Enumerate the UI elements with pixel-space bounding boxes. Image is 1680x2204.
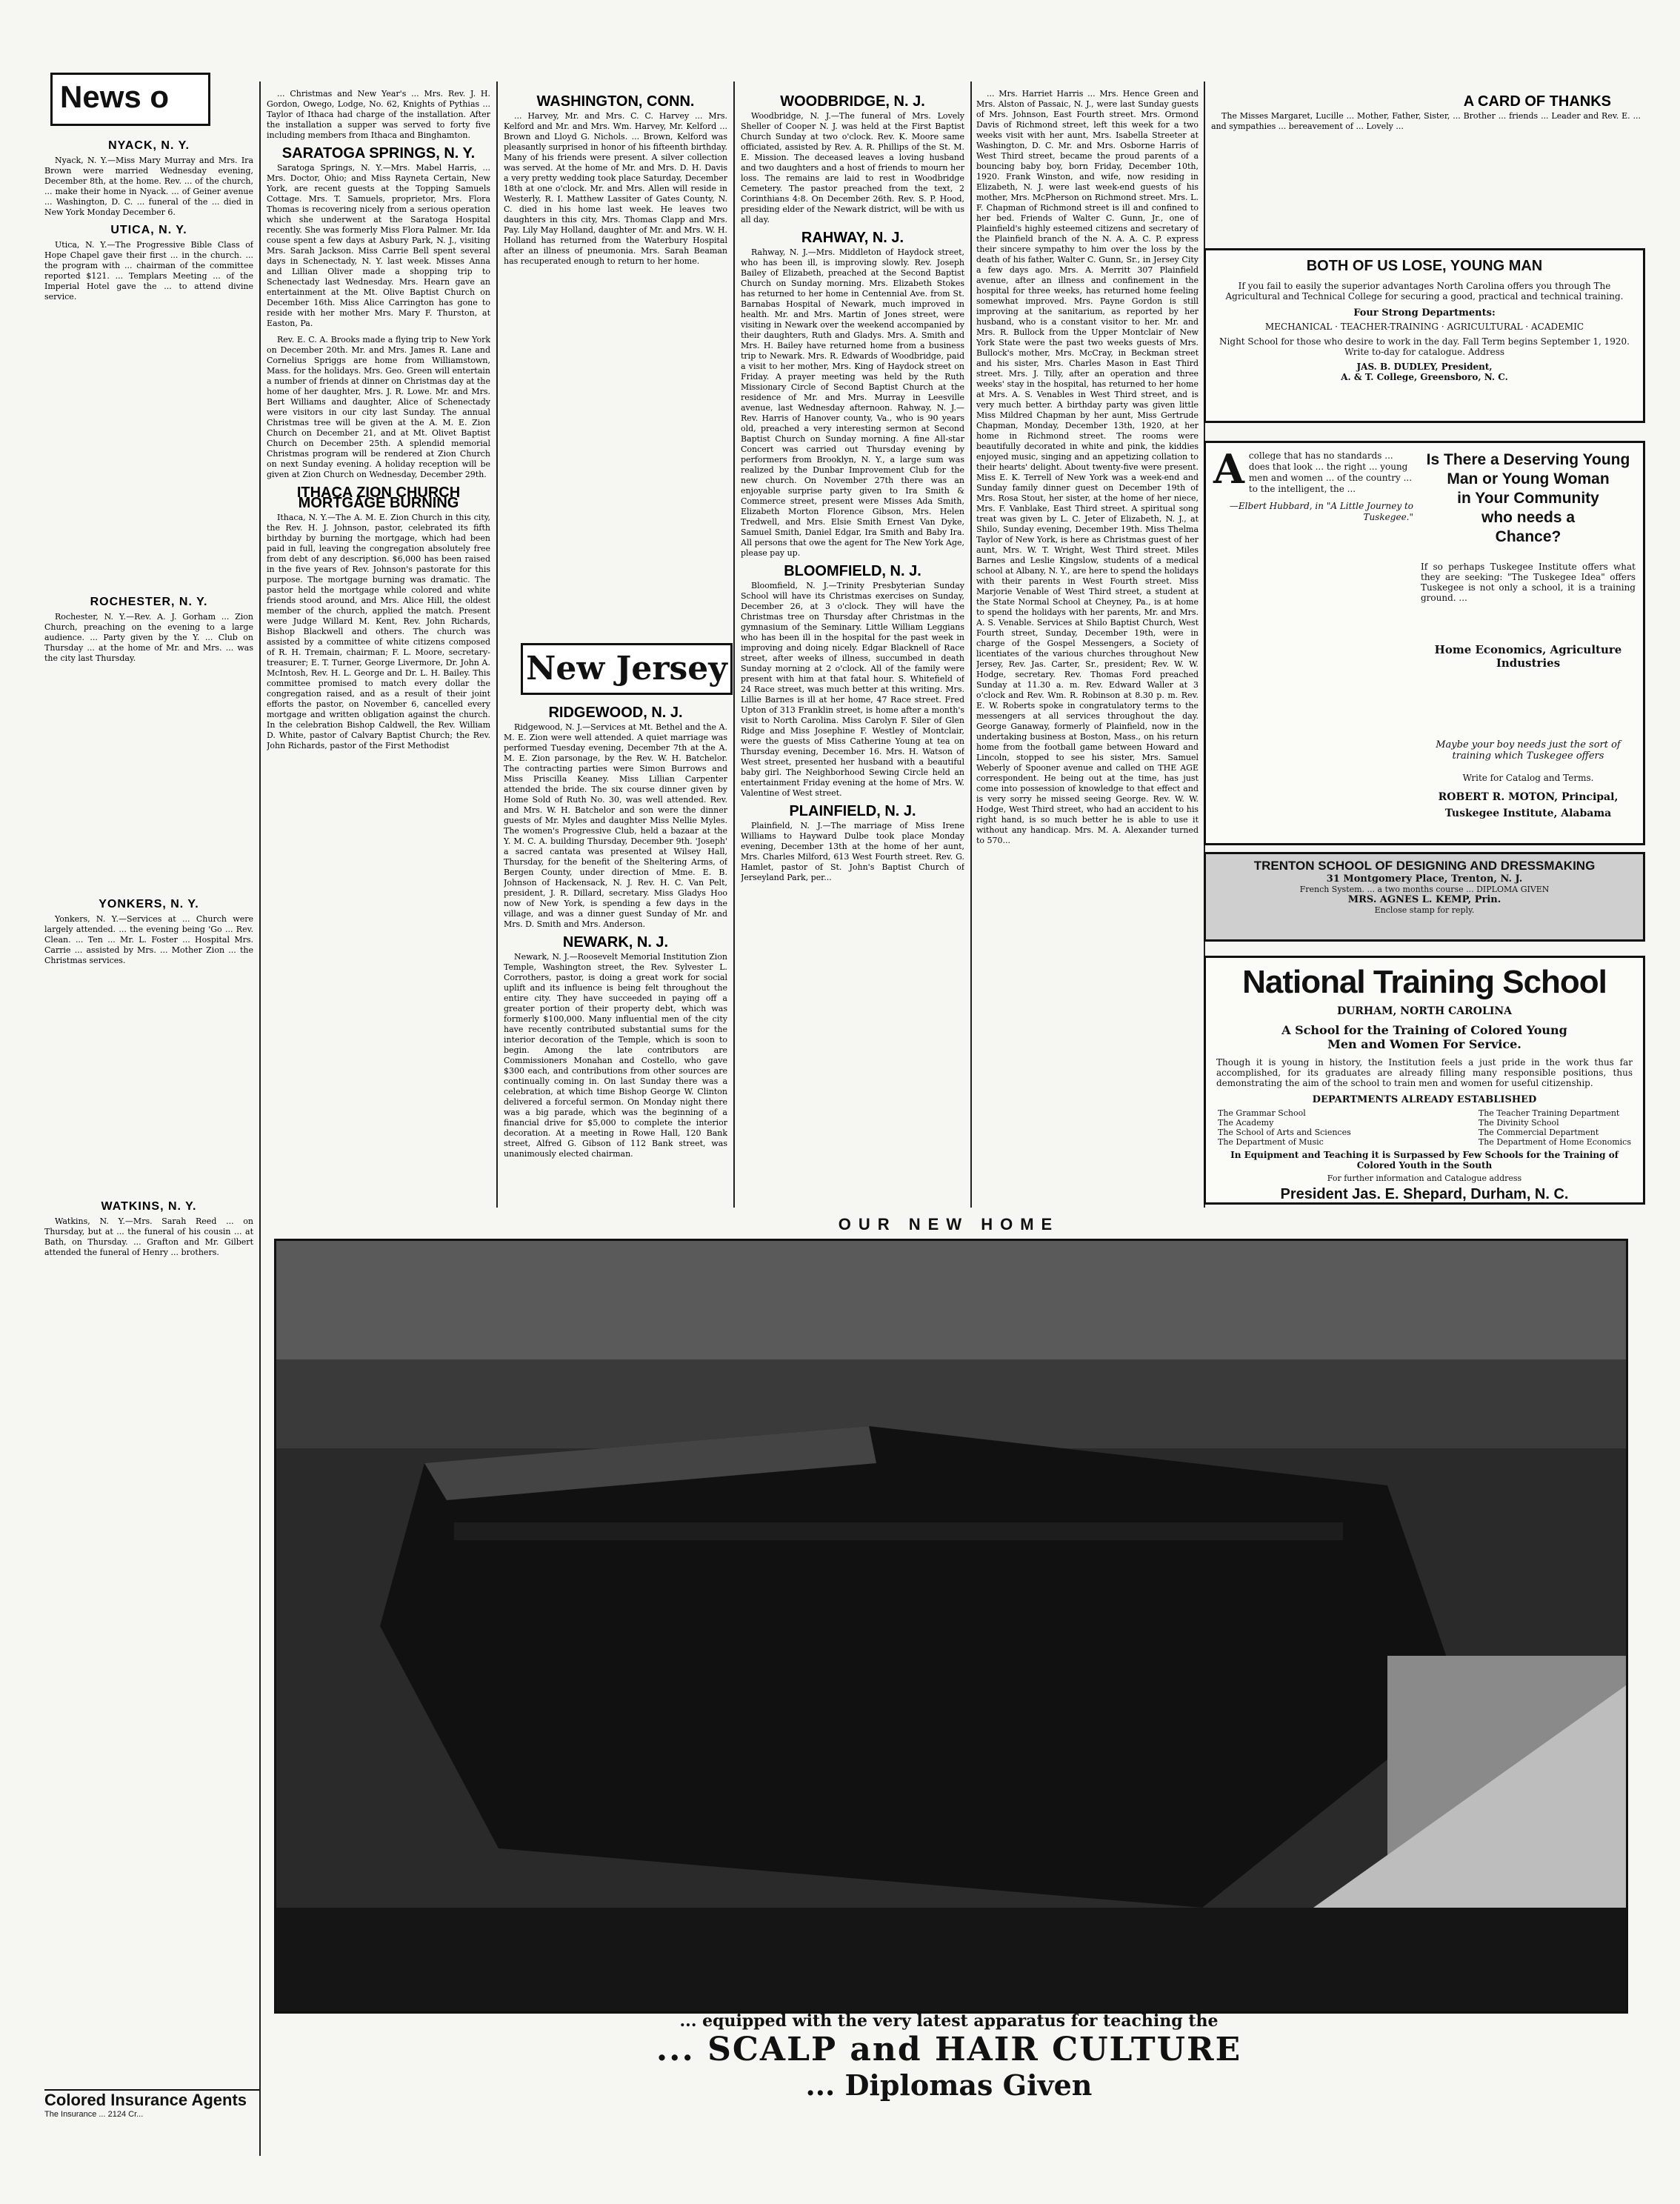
article-body: ... Mrs. Harriet Harris ... Mrs. Hence Green and Mrs. Alston of Passaic, N. J., were last Sunday guests of Mrs. Johnson, East Fourth street. Mrs. Ormond Davis of Richmond street, left this week for a two weeks visit with her aunt, Mrs. Isabella Streeter at Washington, D. C. Mr. and Mrs. Osborne Harris of West Third street, became the proud parents of a bouncing baby boy, born Friday, December 10th, 1920. Frank Winston, and wife, now residing in Elizabeth, N. J. were last week-end guests of his mother, Mrs. McPherson on Richmond street. Mrs. L. F. Chapman of Richmond street is ill and confined to her bed. Friends of Walter C. Gunn, Jr., one of Plainfield's highly esteemed citizens and secretary of the Plainfield branch of the N. A. A. C. P. express their sincere sympathy to him over the loss by the death of his father, Walter C. Gunn, Sr., in Jersey City a few days ago. Mrs. A. Merritt 307 Plainfield avenue, after an illness and confinement in the hospital for three weeks, has returned home feeling somewhat improved. Mrs. Payne Gordon is still improving at the sanitarium, as reported by her husband, who is a constant visitor to her. Mr. and Mrs. R. Bullock from the Upper Montclair of New York State were the past two weeks guests of Mrs. Bullock's mother, Mrs. McCray, in Beckman street and his sister, Mrs. Charles Mason in East Third street. Mrs. J. Tilly, after an operation and three weeks' stay in the hospital, has returned to her home at Mrs. A. S. Venables in West Third street, and is very much better. A birthday party was given little Miss Mildred Chapman by her aunt, Miss Gertrude Chapman, Monday, December 13th, 1920, at her home in Richmond street. The rooms were beautifully decorated in white and pink, the kiddies enjoyed music, singing and an appetizing collation to their hearts' delight. About twenty-five were present. Miss E. K. Terrell of New York was a week-end and Sunday family dinner guest on December 19th of Mrs. Rosa Stout, her sister, at the home of her niece, Mrs. F. Vanblake, East Third street. A spiritual song treat was given by L. C. Jeter of Elizabeth, N. J., at Shilo, Sunday evening, December 19th. Miss Thelma Taylor of New York, is here as Christmas guest of her aunt, Mrs. W. T. Wright, West Third street. Miles Barnes and Leslie Kingslow, students of a medical school at Albany, N. Y., are here to spend the holidays with their parents in West Fourth street. Miss Marjorie Venable of West Third street, a student at the State Normal School at Cheyney, Pa., is at home to spend the holidays with her parents, Mr. and Mrs. A. S. Venable. Services at Shilo Baptist Church, West Fourth street, Sunday, December 19th, were in charge of the Gospel Messengers, a Society of licentiates of the various churches throughout New Jersey, Rev. Jas. Carter, Sr., president; Rev. W. W. Hodge, secretary. Rev. Thomas Ford preached Sunday at 11.30 a. m. Rev. Edward Waller at 3 o'clock and Rev. Wm. R. Robinson at 8.30 p. m. Rev. E. W. Roberts spoke in congratulatory terms to the messengers at all services throughout the day. George Ganaway, formerly of Plainfield, now in the undertaking business at Boston, Mass., on his return home from the football game between Howard and Lincoln, stopped to see his sister, Mrs. Samuel Weberly of Spooner avenue and called on THE AGE correspondent. He being out at the time, has just come into possession of knowledge to that effect and is very sorry he missed seeing George. Rev. W. W. Hodge, West Third street, who had an accident to his right hand, is so much better he is able to use it without any handicap. Mrs. M. A. Alexander turned to 570... [976, 89, 1199, 845]
ad-signer: ROBERT R. MOTON, Principal, [1438, 791, 1619, 803]
question-line: in Your Community [1457, 490, 1599, 507]
ad-title: TRENTON SCHOOL OF DESIGNING AND DRESSMAKING [1253, 859, 1596, 873]
article-body: Rev. E. C. A. Brooks made a flying trip to New York on December 20th. Mr. and Mrs. James R. Lane and Cornelius Spriggs are home from Williamstown, Mass. for the holidays. Mrs. Geo. Green will entertain a number of friends at dinner on Christmas day at the home of her daughter, Mrs. J. R. Lowe. Mr. and Mrs. Bert Williams and daughter, Alice of Schenectady were visitors in our city last Sunday. The annual Christmas tree will be given at the A. M. E. Zion Church on December 21, and at Mt. Olivet Baptist Church on December 25th. A splendid memorial Christmas program will be rendered at Zion Church on next Sunday evening. A holiday reception will be given at Zion Church on Wednesday, December 29th. [267, 335, 490, 479]
article-nyack [44, 141, 253, 218]
ad-body: French System. ... a two months course ... DIPLOMA GIVEN [1299, 885, 1550, 894]
ad-signer: MRS. AGNES L. KEMP, Prin. [1347, 894, 1501, 905]
article-body: Nyack, N. Y.—Miss Mary Murray and Mrs. Ira Brown were married Wednesday evening, December 8th, at the home. Rev. ... of the church, ... make their home in Nyack. ... of Geiner avenue ... Washington, D. C. ... funeral of the ... died in New York Monday December 6. [44, 156, 253, 217]
ad-quote [1213, 445, 1413, 523]
department: The Academy [1218, 1118, 1274, 1128]
department: The School of Arts and Sciences [1218, 1128, 1351, 1137]
headline-plainfield: PLAINFIELD, N. J. [789, 803, 916, 819]
caption-line: ... equipped with the very latest apparatus for teaching the [679, 2011, 1219, 2031]
ad-further: For further information and Catalogue address [1327, 1173, 1522, 1183]
caption-line: ... Diplomas Given [805, 2068, 1093, 2102]
insurance-ad [44, 2089, 259, 2128]
headline-ridgewood: RIDGEWOOD, N. J. [548, 705, 683, 721]
quote-attribution: —Elbert Hubbard, in "A Little Journey to Tuskegee." [1229, 501, 1413, 522]
column-rule [496, 81, 498, 1208]
section-title-new-jersey: New Jersey [521, 643, 733, 695]
article-body: Newark, N. J.—Roosevelt Memorial Institution Zion Temple, Washington street, the Rev. Sylvester L. Corrothers, pastor, is doing a great work for social uplift and its influence is being felt throughout the entire city. They have succeeded in paying off a greater portion of their property debt, which was formerly $100,000. Many influential men of the city have recently contributed substantial sums for the interior decoration of the Temple, which is soon to begin. Among the late contributors are Commissioners Monahan and Costello, who gave $300 each, and contributions from other sources are continually coming in. On last Sunday there was a celebration, at which time Bishop George W. Clinton delivered a forceful sermon. On Monday night there was a big parade, which was the beginning of a financial drive for $5,000 to complete the interior decoration. At a meeting in Rowe Hall, 120 Bank street, Alfred G. Gibson of 112 Bank street, was unanimously elected chairman. [504, 952, 727, 1159]
column-rule [970, 81, 972, 1208]
ad-write: Write for Catalog and Terms. [1462, 773, 1594, 783]
department: The Teacher Training Department [1478, 1108, 1620, 1118]
ad-national-training-school [1204, 956, 1645, 1205]
ad-departments-head: DEPARTMENTS ALREADY ESTABLISHED [1312, 1094, 1537, 1105]
article-body: Yonkers, N. Y.—Services at ... Church were largely attended. ... the evening being 'Go ... Rev. Clean. ... Ten ... Mr. L. Foster ... Hospital Mrs. Carrie ... assisted by Mrs. ... Mother Zion ... the Christmas services. [44, 914, 253, 965]
article-body: Watkins, N. Y.—Mrs. Sarah Reed ... on Thursday, but at ... the funeral of his cousin ... at Bath, on Thursday. ... Grafton and Mr. Gilbert attended the funeral of Henry ... brothers. [44, 1216, 253, 1257]
photo-caption-top: OUR NEW HOME [838, 1215, 1060, 1233]
ad-sub1: A School for the Training of Colored Young [1281, 1023, 1567, 1037]
headline-saratoga: SARATOGA SPRINGS, N. Y. [281, 145, 476, 162]
article-body: Plainfield, N. J.—The marriage of Miss Irene Williams to Hayward Dulbe took place Monday evening, December 13th at the home of her aunt, Mrs. Charles Milford, 613 West Fourth street. Rev. G. Hamlet, pastor of St. John's Baptist Church of Jerseyland Park, per... [741, 821, 964, 882]
ad-trenton-school [1204, 852, 1645, 942]
headline: YONKERS, N. Y. [99, 898, 199, 910]
column-text-fill [44, 308, 253, 590]
headline-ithaca: ITHACA ZION CHURCH MORTGAGE BURNING [296, 485, 461, 511]
ad-college: A. & T. College, Greensboro, N. C. [1341, 372, 1508, 382]
ad-title: National Training School [1242, 964, 1607, 1000]
article-body: Utica, N. Y.—The Progressive Bible Class of Hope Chapel gave their first ... in the church. ... the program with ... chairman of the committee reported $121. ... Templars Meeting ... of the Imperial Hotel gave the ... to attend divine service. [44, 240, 253, 302]
article-body: ... Christmas and New Year's ... Mrs. Rev. J. H. Gordon, Owego, Lodge, No. 62, Knights of Pythias ... Taylor of Ithaca had charge of the installation. After the installation a supper was served to forty five including members from Ithaca and Binghamton. [267, 89, 490, 140]
ad-aandt-college [1204, 248, 1645, 423]
insurance-ad-title: Colored Insurance Agents [44, 2091, 247, 2109]
article-rochester [44, 597, 253, 664]
left-news-column [44, 133, 253, 2074]
caption-line: ... SCALP and HAIR CULTURE [656, 2031, 1242, 2068]
question-line: Man or Young Woman [1447, 470, 1610, 487]
question-line: who needs a [1481, 509, 1576, 526]
ad-home-econ: Home Economics, Agriculture Industries [1434, 643, 1622, 670]
ad-signer: President Jas. E. Shepard, Durham, N. C. [1280, 1186, 1569, 1202]
ad-sub2: Men and Women For Service. [1327, 1037, 1521, 1051]
column-3-top [504, 89, 727, 637]
ad-body: If so perhaps Tuskegee Institute offers what they are seeking: "The Tuskegee Idea" offers Tuskegee is not only a school, it is a training ground. ... [1421, 562, 1636, 603]
headline-woodbridge: WOODBRIDGE, N. J. [780, 93, 925, 110]
ad-signer: JAS. B. DUDLEY, President, [1356, 362, 1493, 372]
department: The Grammar School [1218, 1108, 1306, 1118]
headline: UTICA, N. Y. [110, 224, 187, 236]
article-body: Bloomfield, N. J.—Trinity Presbyterian Sunday School will have its Christmas exercises on Sunday, December 26, at 3 o'clock. They will have the Christmas tree on Thursday after Christmas in the gymnasium of the Seminary. Little William Leggians who has been ill in the hospital for the past week in improving and doing nicely. Edgar Blacknell of Race street, after weeks of illness, succumbed in death Sunday morning at 2 o'clock. All of the family were present with him at that fatal hour. S. Whitefield of 24 Race street, was much better at this writing. Mrs. Lillie Barnes is ill at her home, 47 Race street. Fred Upton of 313 Franklin street, is home after a month's visit to North Carolina. Miss Carolyn F. Siler of Glen Ridge and Miss Josephine F. Westley of Montclair, were the guests of Miss Catherine Young at tea on Thursday evening, December 16. Mrs. H. Watson of West street, presented her husband with a beautiful baby girl. The Neighborhood Sewing Circle held an entertainment Friday evening at the home of Mrs. W. Valentine of West street. [741, 581, 964, 798]
departments-left [1218, 1108, 1351, 1147]
building-photo [274, 1239, 1628, 2014]
headline-rahway: RAHWAY, N. J. [801, 230, 904, 246]
article-watkins [44, 1202, 253, 1258]
departments-right [1479, 1108, 1631, 1147]
column-2 [267, 89, 490, 1208]
ad-tuskegee [1204, 441, 1645, 845]
article-body: Saratoga Springs, N. Y.—Mrs. Mabel Harris, ... Mrs. Doctor, Ohio; and Miss Rayneta Certain, New York, are recent guests at the Topping Samuels Cottage. Mrs. T. Samuels, proprietor, Mrs. Flora Thomas is recovering nicely from a serious operation which she underwent at the Saratoga Hospital recently. She was formerly Miss Flora Palmer. Mr. Ida couse spent a few days at Asbury Park, N. J., visiting Mrs. Sarah Jackson. Miss Carrie Bell spent several days in Schenectady, N. Y. last week. Misses Anna and Lillian Oliver made a shopping trip to Schenectady last Wednesday. Mrs. Hearn gave an entertainment at the Mt. Olive Baptist Church on December 16th. Miss Alice Carrington has gone to reside with her mother Mrs. Mary F. Thurston, at Easton, Pa. [267, 163, 490, 328]
column-rule [259, 81, 261, 2156]
card-of-thanks-text: The Misses Margaret, Lucille ... Mother, Father, Sister, ... Brother ... friends ... Leader and Rev. E. ... and sympathies ... bereavement of ... Lovely ... [1211, 111, 1641, 131]
ad-question [1421, 450, 1636, 547]
article-body: ... Harvey, Mr. and Mrs. C. C. Harvey ... Mrs. Kelford and Mr. and Mrs. Wm. Harvey, Mr. Kelford ... Brown and Lloyd G. Nichols. ... Brown, Kelford was pleasantly surprised in honor of his fifteenth birthday. Many of his friends were present. A silver collection was served. At the home of Mr. and Mrs. D. H. Davis a very pretty wedding took place Saturday, December 18th at one o'clock. Mr. and Mrs. Allen will reside in Westerly, R. I. Matthew Lassiter of Gates County, N. C. died in his home last week. He leaves two daughters in this city, Mrs. Thomas Clapp and Mrs. Pay. Lily May Holland, daughter of Mr. and Mrs. W. H. Holland has returned from the Waterbury Hospital after an illness of pneumonia. Mrs. Sarah Beaman has recuperated enough to return to her home. [504, 111, 727, 266]
headline: WATKINS, N. Y. [101, 1200, 197, 1213]
card-of-thanks [1211, 89, 1641, 230]
ad-place: Tuskegee Institute, Alabama [1444, 808, 1612, 819]
article-yonkers [44, 899, 253, 966]
ad-departments-head: Four Strong Departments: [1353, 307, 1496, 319]
headline-newark: NEWARK, N. J. [562, 934, 669, 950]
department: The Department of Music [1218, 1137, 1324, 1147]
article-body: Ithaca, N. Y.—The A. M. E. Zion Church in this city, the Rev. H. J. Johnson, pastor, celebrated its fifth birthday by burning the mortgage, which had been paid in full, leaving the congregation absolutely free from debt of any description. $6,000 has been raised in the five years of Rev. Johnson's pastorate for this purpose. The mortgage burning was dramatic. The pastor held the mortgage while colored and white friends stood around, and Mrs. Alice Hill, the oldest member of the church, applied the match. Present were Judge Willard M. Kent, Rev. John Richards, Bishop Blackwell and others. The church was assisted by a committee of white citizens composed of R. H. Tremain, chairman; F. L. Moore, secretary-treasurer; E. T. Turner, George Livermore, Dr. John A. McIntosh, Rev. H. L. George and Dr. L. H. Bailey. This committee promised to match every dollar the congregation raised, and as a result of their joint efforts the pastor, on November 6, cancelled every mortgage and written obligation against the church. In the celebration Bishop Caldwell, the Rev. William D. White, pastor of Calvary Baptist Church; the Rev. John Richards, pastor of the First Methodist [267, 513, 490, 750]
department: The Commercial Department [1478, 1128, 1599, 1137]
article-body: Ridgewood, N. J.—Services at Mt. Bethel and the A. M. E. Zion were well attended. A quiet marriage was performed Tuesday evening, December 7th at the A. M. E. Zion parsonage, by the Rev. W. H. Batchelor. The contracting parties were Simon Burrows and Miss Priscilla Keaney. Miss Lillian Carpenter attended the bride. The six course dinner given by Home Sold of Ruth No. 30, was well attended. Rev. and Mrs. W. H. Batchelor and son were the dinner guests of Mr. Myles and daughter Miss Nellie Myles. The women's Progressive Club, held a bazaar at the Y. M. C. A. building Thursday, December 9th. 'Joseph' a sacred cantata was presented at Wilsey Hall, Thursday, for the benefit of the Sheltering Arms, of Bergen County, under direction of Mme. E. B. Johnson of Hackensack, N. J. Rev. H. C. Van Pelt, president, J. R. Dillard, secretary. Miss Gladys Hoo now of New York, is spending a few days in the village, and was a dinner guest Sunday of Mr. and Mrs. D. Smith and Mrs. Anderson. [504, 722, 727, 929]
article-body: Woodbridge, N. J.—The funeral of Mrs. Lovely Sheller of Cooper N. J. was held at the First Baptist Church Sunday at two o'clock. Rev. K. Moore same officiated, assisted by Rev. A. R. Phillips of the St. M. E. Mission. The deceased leaves a loving husband and two daughters and a host of friends to mourn her loss. The remains are laid to rest in Woodbridge Cemetery. The pastor preached from the text, 2 Corinthians 4:8. On December 26th. Rev. S. P. Hood, presiding elder of the Newark district, will be with us all day. [741, 111, 964, 224]
department: The Department of Home Economics [1478, 1137, 1631, 1147]
column-text-fill [44, 670, 253, 892]
card-of-thanks-title: A CARD OF THANKS [1463, 93, 1611, 110]
ad-departments [1218, 1108, 1631, 1147]
ad-departments: MECHANICAL · TEACHER-TRAINING · AGRICULTURAL · ACADEMIC [1264, 322, 1584, 332]
masthead-title: News o [50, 73, 210, 126]
ad-more: Maybe your boy needs just the sort of training which Tuskegee offers [1436, 739, 1621, 762]
ad-address: 31 Montgomery Place, Trenton, N. J. [1326, 873, 1523, 885]
photo-caption-bottom [274, 2011, 1624, 2102]
ad-equipment: In Equipment and Teaching it is Surpassed by Few Schools for the Training of Colored Youth in the South [1230, 1150, 1619, 1171]
column-3-bottom [504, 700, 727, 1211]
column-4 [741, 89, 964, 1211]
quote-text: college that has no standards ... does that look ... the right ... young men and women ... of the country ... to the intelligent, the ... [1248, 450, 1413, 494]
ad-place: DURHAM, NORTH CAROLINA [1336, 1005, 1513, 1017]
article-body: Rochester, N. Y.—Rev. A. J. Gorham ... Zion Church, preaching on the evening to a large audience. ... Party given by the Y. ... Club on Thursday ... at the home of Mr. and Mrs. ... was the city last Thursday. [44, 612, 253, 663]
ad-note: Enclose stamp for reply. [1374, 905, 1475, 915]
ad-title: BOTH OF US LOSE, YOUNG MAN [1306, 258, 1543, 274]
insurance-ad-footer: The Insurance ... 2124 Cr... [44, 2110, 144, 2119]
ad-intro: If you fail to easily the superior advantages North Carolina offers you through The Agricultural and Technical College for securing a good, practical and technical training. [1225, 281, 1624, 302]
question-line: Chance? [1495, 528, 1561, 545]
headline-bloomfield: BLOOMFIELD, N. J. [784, 563, 921, 579]
headline-washington: WASHINGTON, CONN. [536, 93, 695, 110]
ad-night-school: Night School for those who desire to work in the day. Fall Term begins September 1, 1920. Write to-day for catalogue. Address [1219, 336, 1630, 357]
column-text-fill [44, 972, 253, 1194]
column-5 [976, 89, 1199, 1211]
headline: NYACK, N. Y. [108, 139, 190, 152]
department: The Divinity School [1478, 1118, 1559, 1128]
ad-body: Though it is young in history, the Institution feels a just pride in the work thus far accomplished, for its graduates are already filling many responsible positions, thus demonstrating the aim of the school to train men and women for useful citizenship. [1216, 1057, 1633, 1088]
question-line: Is There a Deserving Young [1426, 451, 1630, 468]
drop-cap: A [1213, 445, 1244, 493]
article-body: Rahway, N. J.—Mrs. Middleton of Haydock street, who has been ill, is improving slowly. Rev. Joseph Bailey of Elizabeth, preached at the Second Baptist Church on Sunday morning. Mrs. Elizabeth Stokes has returned to her home in Centennial Ave. from St. Barnabas Hospital of Newark, much improved in health. Mr. and Mrs. Martin of Jones street, were visiting in Newark over the weekend accompanied by their daughters, Ruth and Gladys. Mrs. A. Smith and Mrs. H. Bailey have returned home from a business trip to Newark. Mrs. R. Edwards of Woodbridge, paid a visit to her mother, Mrs. King of Haydock street on Friday. A prayer meeting was held by the Ruth Missionary Circle of Second Baptist Church at the residence of Mr. and Mrs. Murray in Leesville avenue, last Wednesday afternoon. Rahway, N. J.—Rev. Harris of Hanover county, Va., who is 90 years old, preached a very interesting sermon at Second Baptist Church on Sunday morning. A fine All-star Concert was carried out Thursday evening by performers from Brooklyn, N. Y., a large sum was realized by the Dunbar Improvement Club for the new church. On November 27th there was an enjoyable surprise party given to Ira Smith & Commerce street, present were Misses Ada Smith, Elizabeth Morton Florence Gibson, Mrs. Helen Tredwell, and Mrs. Elsie Smith Ernest Van Dyke, Samuel Smith, Daniel Edgar, Ira Smith and Baby Ira. All persons that owe the agent for The New York Age, please pay up. [741, 247, 964, 558]
column-rule [733, 81, 735, 1208]
photo-illustration [276, 1241, 1626, 2011]
article-utica [44, 225, 253, 302]
headline: ROCHESTER, N. Y. [90, 596, 208, 608]
